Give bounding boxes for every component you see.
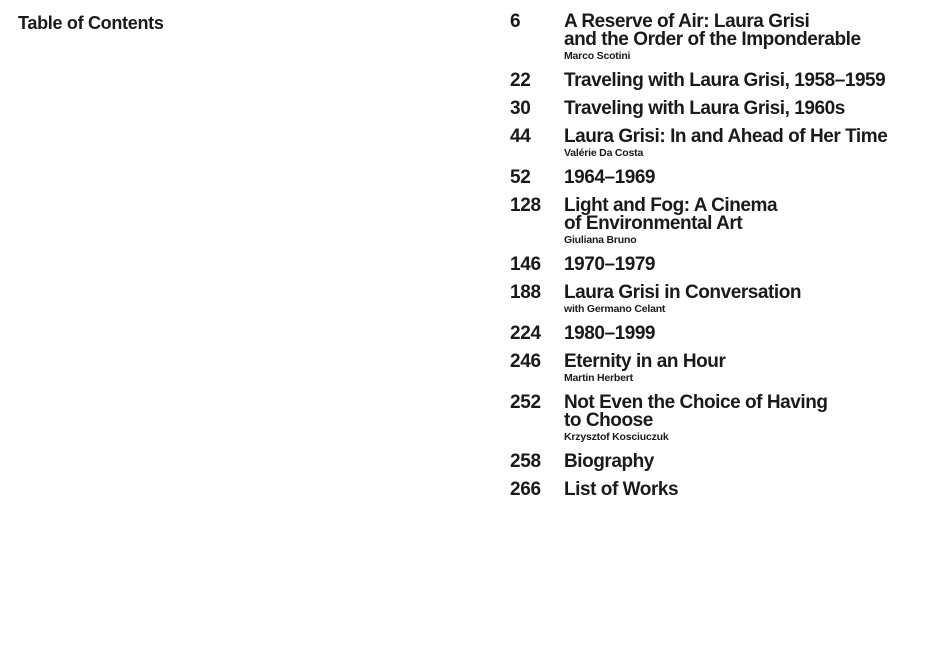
toc-entry: [510, 284, 940, 315]
toc-page-number: 6: [510, 11, 521, 32]
toc-entry-title: 1970–1979: [564, 254, 656, 275]
toc-entry: [510, 481, 940, 499]
toc-page-number: 128: [510, 195, 541, 216]
toc-entry: [510, 256, 940, 274]
toc-entry: [510, 394, 940, 443]
toc-entry: [510, 453, 940, 471]
toc-entry-body: [564, 13, 940, 62]
toc-page-number: 266: [510, 479, 541, 500]
toc-entry-body: [564, 325, 940, 343]
toc-entry-title: List of Works: [564, 479, 679, 500]
toc-entry-author: with Germano Celant: [564, 303, 666, 315]
toc-entry-author: Marco Scotini: [564, 50, 631, 62]
toc-entry-title: Traveling with Laura Grisi, 1960s: [564, 98, 845, 119]
toc-entry-body: [564, 284, 940, 315]
toc-entry: [510, 197, 940, 246]
toc-entry: [510, 128, 940, 159]
toc-page-number: 52: [510, 167, 531, 188]
toc-page-number: 188: [510, 282, 541, 303]
toc-entry-title: A Reserve of Air: Laura Grisi and the Order of the Imponderable: [564, 11, 861, 50]
toc-entry-title: Light and Fog: A Cinema of Environmental Art: [564, 195, 778, 234]
toc-page-number: 224: [510, 323, 541, 344]
toc-entry-title: Laura Grisi: In and Ahead of Her Time: [564, 126, 888, 147]
toc-entry-body: [564, 197, 940, 246]
table-of-contents: [510, 13, 940, 509]
toc-entry: [510, 353, 940, 384]
toc-entry: [510, 325, 940, 343]
toc-entry-body: [564, 169, 940, 187]
toc-entry-author: Martin Herbert: [564, 372, 633, 384]
toc-entry-title: Traveling with Laura Grisi, 1958–1959: [564, 70, 886, 91]
toc-entry: [510, 169, 940, 187]
toc-entry-author: Giuliana Bruno: [564, 234, 637, 246]
toc-entry-author: Krzysztof Kosciuczuk: [564, 431, 669, 443]
toc-entry-body: [564, 353, 940, 384]
toc-page-number: 44: [510, 126, 531, 147]
toc-entry-title: Eternity in an Hour: [564, 351, 726, 372]
toc-entry: [510, 72, 940, 90]
toc-entry-title: Biography: [564, 451, 654, 472]
toc-entry-title: 1980–1999: [564, 323, 656, 344]
toc-entry-body: [564, 394, 940, 443]
toc-entry-title: 1964–1969: [564, 167, 656, 188]
toc-page-number: 252: [510, 392, 541, 413]
toc-entry: [510, 13, 940, 62]
toc-page-number: 146: [510, 254, 541, 275]
toc-page-number: 22: [510, 70, 531, 91]
toc-entry-body: [564, 128, 940, 159]
toc-entry-body: [564, 453, 940, 471]
toc-entry: [510, 100, 940, 118]
toc-page-number: 246: [510, 351, 541, 372]
toc-page-number: 258: [510, 451, 541, 472]
toc-entry-title: Laura Grisi in Conversation: [564, 282, 802, 303]
page-title: Table of Contents: [18, 13, 164, 33]
toc-entry-body: [564, 100, 940, 118]
toc-entry-author: Valérie Da Costa: [564, 147, 644, 159]
toc-entry-body: [564, 256, 940, 274]
toc-page-number: 30: [510, 98, 531, 119]
toc-entry-body: [564, 481, 940, 499]
toc-entry-body: [564, 72, 940, 90]
toc-entry-title: Not Even the Choice of Having to Choose: [564, 392, 828, 431]
